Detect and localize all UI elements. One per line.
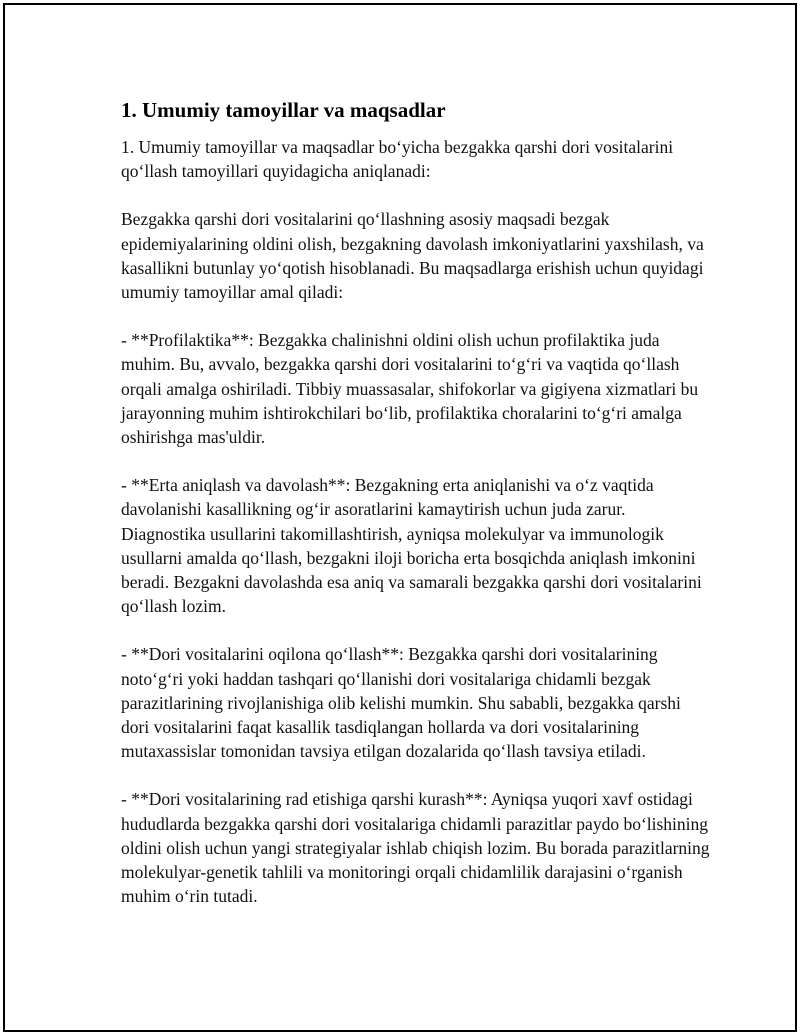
document-body: [121, 97, 711, 932]
goals-paragraph: Bezgakka qarshi dori vositalarini qo‘llashning asosiy maqsadi bezgak epidemiyalarining oldini olish, bezgakning davolash imkoniyatlarini yaxshilash, va kasallikni butunlay yo‘qotish hisoblanadi. Bu maqsadlarga erishish uchun quyidagi umumiy tamoyillar amal qiladi:: [121, 209, 704, 303]
resistance-paragraph: - **Dori vositalarining rad etishiga qarshi kurash**: Ayniqsa yuqori xavf ostidagi hududlarda bezgakka qarshi dori vositalariga chidamli parazitlar paydo bo‘lishining oldini olish uchun yangi strategiyalar ishlab chiqish lozim. Bu borada parazitlarning molekulyar-genetik tahlili va monitoringi orqali chidamlilik darajasini o‘rganish muhim o‘rin tutadi.: [121, 789, 710, 907]
prophylaxis-paragraph: - **Profilaktika**: Bezgakka chalinishni oldini olish uchun profilaktika juda muhim. Bu, avvalo, bezgakka qarshi dori vositalarini to‘g‘ri va vaqtida qo‘llash orqali amalga oshiriladi. Tibbiy muassasalar, shifokorlar va gigiyena xizmatlari bu jarayonning muhim ishtirokchilari bo‘lib, profilaktika choralarini to‘g‘ri amalga oshirishga mas'uldir.: [121, 330, 699, 448]
early-detection-paragraph: - **Erta aniqlash va davolash**: Bezgakning erta aniqlanishi va o‘z vaqtida davolanishi kasallikning og‘ir asoratlarini kamaytirish uchun juda zarur. Diagnostika usullarini takomillashtirish, ayniqsa molekulyar va immunologik usullarni amalda qo‘llash, bezgakni iloji boricha erta bosqichda aniqlash imkonini beradi. Bezgakni davolashda esa aniq va samarali bezgakka qarshi dori vositalarini qo‘llash lozim.: [121, 475, 702, 617]
page-frame: [3, 3, 797, 1032]
rational-use-paragraph: - **Dori vositalarini oqilona qo‘llash**: Bezgakka qarshi dori vositalarining noto‘g‘ri yoki haddan tashqari qo‘llanishi dori vositalariga chidamli bezgak parazitlarining rivojlanishiga olib kelishi mumkin. Shu sababli, bezgakka qarshi dori vositalarini faqat kasallik tasdiqlangan hollarda va dori vositalarining mutaxassislar tomonidan tavsiya etilgan dozalarida qo‘llash tavsiya etiladi.: [121, 644, 681, 762]
intro-paragraph: 1. Umumiy tamoyillar va maqsadlar bo‘yicha bezgakka qarshi dori vositalarini qo‘llash tamoyillari quyidagicha aniqlanadi:: [121, 137, 674, 182]
section-heading: 1. Umumiy tamoyillar va maqsadlar: [121, 98, 446, 122]
